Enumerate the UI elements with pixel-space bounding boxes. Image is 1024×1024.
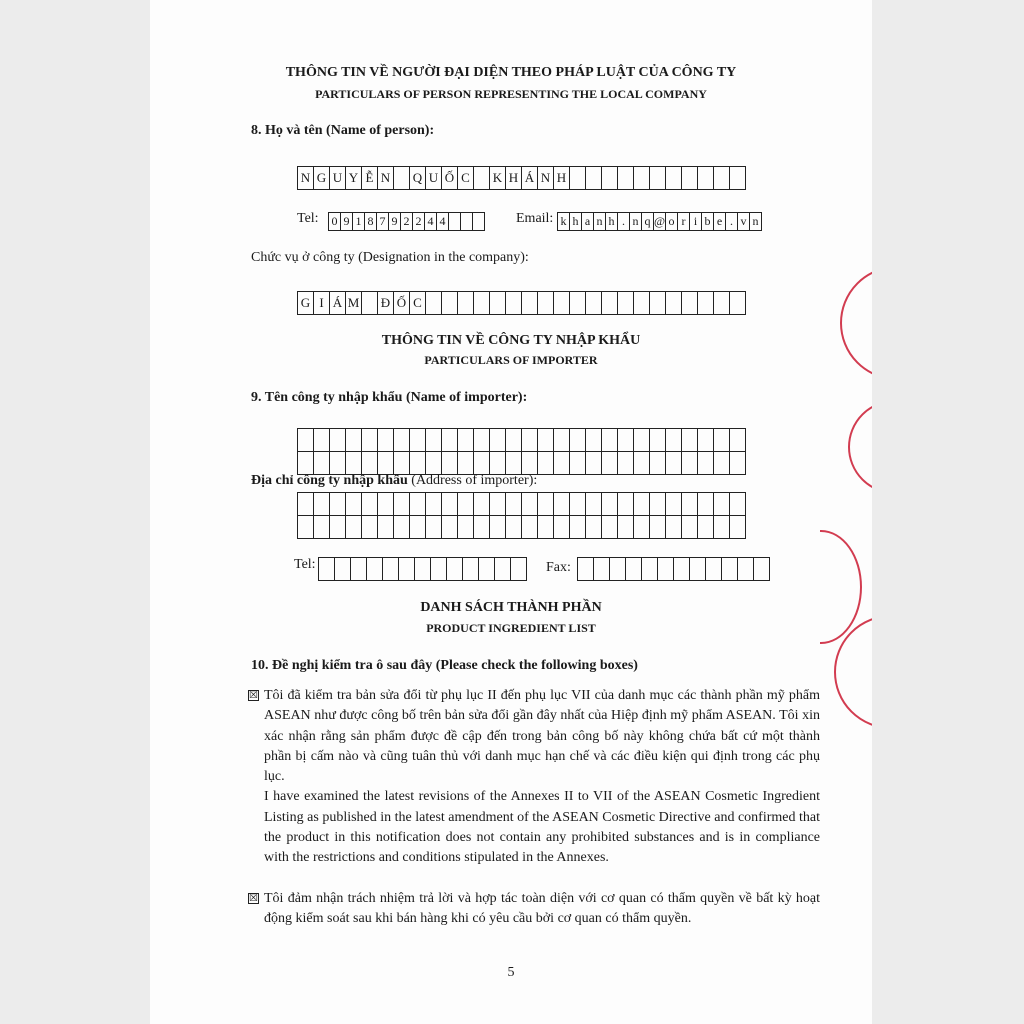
- importer-name-box[interactable]: [521, 428, 538, 452]
- address-box[interactable]: [329, 492, 346, 516]
- address-boxes-row-1[interactable]: [297, 492, 745, 516]
- name-box[interactable]: G: [313, 166, 330, 190]
- person-heading-en: PARTICULARS OF PERSON REPRESENTING THE LOCAL COMPANY: [315, 87, 707, 101]
- importer-tel-box[interactable]: [366, 557, 383, 581]
- address-box[interactable]: [681, 492, 698, 516]
- importer-name-box[interactable]: [697, 428, 714, 452]
- name-box[interactable]: Ố: [441, 166, 458, 190]
- address-box[interactable]: [377, 515, 394, 539]
- email-box[interactable]: h: [605, 212, 618, 231]
- importer-tel-box[interactable]: [318, 557, 335, 581]
- fax-box[interactable]: [721, 557, 738, 581]
- email-box[interactable]: n: [749, 212, 762, 231]
- importer-name-box[interactable]: [633, 451, 650, 475]
- importer-name-box[interactable]: [553, 451, 570, 475]
- importer-name-box[interactable]: [505, 451, 522, 475]
- tel-box[interactable]: 2: [400, 212, 413, 231]
- importer-name-box[interactable]: [313, 451, 330, 475]
- email-box[interactable]: b: [701, 212, 714, 231]
- importer-name-box[interactable]: [425, 451, 442, 475]
- importer-tel-box[interactable]: [430, 557, 447, 581]
- tel-box[interactable]: 2: [412, 212, 425, 231]
- name-box[interactable]: [569, 166, 586, 190]
- email-box[interactable]: e: [713, 212, 726, 231]
- name-box[interactable]: [633, 166, 650, 190]
- importer-name-box[interactable]: [345, 451, 362, 475]
- fax-box[interactable]: [577, 557, 594, 581]
- importer-name-box[interactable]: [585, 451, 602, 475]
- designation-box[interactable]: [713, 291, 730, 315]
- importer-name-box[interactable]: [713, 428, 730, 452]
- name-box[interactable]: U: [329, 166, 346, 190]
- address-box[interactable]: [601, 515, 618, 539]
- importer-tel-box[interactable]: [398, 557, 415, 581]
- ingredient-heading-en: PRODUCT INGREDIENT LIST: [426, 621, 596, 635]
- importer-name-box[interactable]: [329, 451, 346, 475]
- importer-name-box[interactable]: [441, 428, 458, 452]
- importer-name-box[interactable]: [569, 428, 586, 452]
- email-box[interactable]: i: [689, 212, 702, 231]
- email-box[interactable]: o: [665, 212, 678, 231]
- section-10-label: 10. Đề nghị kiểm tra ô sau đây (Please check the following boxes): [251, 658, 638, 673]
- importer-tel-box[interactable]: [414, 557, 431, 581]
- designation-box[interactable]: M: [345, 291, 362, 315]
- name-box[interactable]: [601, 166, 618, 190]
- address-box[interactable]: [729, 515, 746, 539]
- seal-2: [848, 400, 872, 494]
- email-box[interactable]: .: [617, 212, 630, 231]
- address-box[interactable]: [297, 515, 314, 539]
- address-box[interactable]: [361, 515, 378, 539]
- designation-box[interactable]: C: [409, 291, 426, 315]
- seal-fragments: [820, 260, 872, 760]
- email-label: Email:: [516, 211, 554, 226]
- address-box[interactable]: [505, 492, 522, 516]
- designation-box[interactable]: Ố: [393, 291, 410, 315]
- address-box[interactable]: [473, 515, 490, 539]
- name-box[interactable]: [393, 166, 410, 190]
- designation-label: Chức vụ ở công ty (Designation in the company):: [251, 250, 529, 265]
- section-8-label: 8. Họ và tên (Name of person):: [251, 123, 435, 138]
- tel-box[interactable]: 9: [340, 212, 353, 231]
- importer-heading-vn: THÔNG TIN VỀ CÔNG TY NHẬP KHẨU: [381, 333, 641, 348]
- designation-box[interactable]: [569, 291, 586, 315]
- name-box[interactable]: [617, 166, 634, 190]
- address-box[interactable]: [537, 515, 554, 539]
- address-box[interactable]: [569, 492, 586, 516]
- email-box[interactable]: n: [593, 212, 606, 231]
- address-label: [251, 473, 537, 489]
- address-box[interactable]: [505, 515, 522, 539]
- designation-box[interactable]: [361, 291, 378, 315]
- importer-name-box[interactable]: [425, 428, 442, 452]
- name-box[interactable]: N: [537, 166, 554, 190]
- address-boxes-row-2[interactable]: [297, 515, 745, 539]
- designation-box[interactable]: [729, 291, 746, 315]
- address-label-rest: (Address of importer):: [407, 473, 538, 488]
- importer-name-box[interactable]: [537, 451, 554, 475]
- importer-tel-box[interactable]: [462, 557, 479, 581]
- name-box[interactable]: [473, 166, 490, 190]
- importer-name-box[interactable]: [409, 451, 426, 475]
- name-box[interactable]: [697, 166, 714, 190]
- fax-boxes[interactable]: [577, 557, 769, 581]
- address-box[interactable]: [393, 515, 410, 539]
- name-box[interactable]: Q: [409, 166, 426, 190]
- designation-box[interactable]: Đ: [377, 291, 394, 315]
- importer-name-box[interactable]: [633, 428, 650, 452]
- email-box[interactable]: v: [737, 212, 750, 231]
- person-heading-vn: THÔNG TIN VỀ NGƯỜI ĐẠI DIỆN THEO PHÁP LUẬT CỦA CÔNG TY: [285, 65, 737, 80]
- fax-box[interactable]: [609, 557, 626, 581]
- address-box[interactable]: [665, 515, 682, 539]
- address-box[interactable]: [569, 515, 586, 539]
- importer-name-box[interactable]: [297, 451, 314, 475]
- address-box[interactable]: [665, 492, 682, 516]
- importer-name-box[interactable]: [457, 451, 474, 475]
- address-box[interactable]: [633, 515, 650, 539]
- tel-box[interactable]: [472, 212, 485, 231]
- checkbox-item-1[interactable]: ☒: [249, 690, 258, 701]
- importer-name-box[interactable]: [601, 451, 618, 475]
- email-boxes[interactable]: [557, 212, 761, 231]
- importer-heading-en: PARTICULARS OF IMPORTER: [424, 353, 598, 367]
- address-box[interactable]: [393, 492, 410, 516]
- importer-name-box[interactable]: [441, 451, 458, 475]
- address-box[interactable]: [649, 492, 666, 516]
- importer-tel-box[interactable]: [446, 557, 463, 581]
- importer-tel-box[interactable]: [478, 557, 495, 581]
- importer-name-box[interactable]: [313, 428, 330, 452]
- importer-name-box[interactable]: [473, 428, 490, 452]
- address-box[interactable]: [617, 515, 634, 539]
- tel-boxes[interactable]: [328, 212, 484, 231]
- importer-name-box[interactable]: [537, 428, 554, 452]
- name-box[interactable]: N: [297, 166, 314, 190]
- email-box[interactable]: @: [653, 212, 666, 231]
- ingredient-heading-vn: DANH SÁCH THÀNH PHẦN: [420, 600, 602, 615]
- designation-box[interactable]: [585, 291, 602, 315]
- name-box[interactable]: [585, 166, 602, 190]
- fax-box[interactable]: [625, 557, 642, 581]
- designation-box[interactable]: [633, 291, 650, 315]
- importer-tel-box[interactable]: [510, 557, 527, 581]
- importer-name-box[interactable]: [681, 451, 698, 475]
- address-box[interactable]: [633, 492, 650, 516]
- designation-box[interactable]: [489, 291, 506, 315]
- address-box[interactable]: [585, 492, 602, 516]
- address-box[interactable]: [345, 492, 362, 516]
- address-box[interactable]: [489, 492, 506, 516]
- designation-boxes[interactable]: [297, 291, 745, 315]
- importer-name-box[interactable]: [729, 428, 746, 452]
- designation-box[interactable]: [617, 291, 634, 315]
- importer-name-box[interactable]: [569, 451, 586, 475]
- address-box[interactable]: [425, 515, 442, 539]
- address-box[interactable]: [713, 492, 730, 516]
- fax-box[interactable]: [705, 557, 722, 581]
- address-box[interactable]: [489, 515, 506, 539]
- address-box[interactable]: [553, 492, 570, 516]
- importer-name-boxes-row-1[interactable]: [297, 428, 745, 452]
- designation-box[interactable]: [649, 291, 666, 315]
- importer-name-box[interactable]: [585, 428, 602, 452]
- name-box[interactable]: H: [505, 166, 522, 190]
- address-box[interactable]: [697, 492, 714, 516]
- address-box[interactable]: [313, 492, 330, 516]
- importer-name-box[interactable]: [329, 428, 346, 452]
- name-box[interactable]: K: [489, 166, 506, 190]
- address-box[interactable]: [457, 515, 474, 539]
- address-box[interactable]: [441, 515, 458, 539]
- fax-box[interactable]: [593, 557, 610, 581]
- address-box[interactable]: [425, 492, 442, 516]
- importer-tel-box[interactable]: [334, 557, 351, 581]
- designation-box[interactable]: [665, 291, 682, 315]
- importer-name-box[interactable]: [601, 428, 618, 452]
- importer-tel-box[interactable]: [382, 557, 399, 581]
- tel-box[interactable]: 1: [352, 212, 365, 231]
- importer-name-box[interactable]: [361, 451, 378, 475]
- address-box[interactable]: [361, 492, 378, 516]
- name-boxes[interactable]: [297, 166, 745, 190]
- importer-name-box[interactable]: [409, 428, 426, 452]
- name-box[interactable]: Á: [521, 166, 538, 190]
- address-box[interactable]: [649, 515, 666, 539]
- importer-name-box[interactable]: [665, 428, 682, 452]
- address-box[interactable]: [553, 515, 570, 539]
- name-box[interactable]: [713, 166, 730, 190]
- importer-name-boxes-row-2[interactable]: [297, 451, 745, 475]
- address-box[interactable]: [521, 492, 538, 516]
- address-box[interactable]: [697, 515, 714, 539]
- fax-box[interactable]: [753, 557, 770, 581]
- address-box[interactable]: [377, 492, 394, 516]
- importer-name-box[interactable]: [393, 428, 410, 452]
- importer-name-box[interactable]: [361, 428, 378, 452]
- name-box[interactable]: C: [457, 166, 474, 190]
- address-label-bold: Địa chỉ công ty nhập khẩu: [251, 473, 408, 488]
- email-box[interactable]: r: [677, 212, 690, 231]
- address-box[interactable]: [729, 492, 746, 516]
- address-box[interactable]: [441, 492, 458, 516]
- tel-box[interactable]: 7: [376, 212, 389, 231]
- designation-box[interactable]: [537, 291, 554, 315]
- email-box[interactable]: .: [725, 212, 738, 231]
- importer-name-box[interactable]: [473, 451, 490, 475]
- importer-name-box[interactable]: [489, 428, 506, 452]
- email-box[interactable]: q: [641, 212, 654, 231]
- name-box[interactable]: Ễ: [361, 166, 378, 190]
- designation-box[interactable]: [681, 291, 698, 315]
- designation-box[interactable]: [505, 291, 522, 315]
- designation-box[interactable]: [521, 291, 538, 315]
- email-box[interactable]: k: [557, 212, 570, 231]
- importer-name-box[interactable]: [617, 451, 634, 475]
- importer-name-box[interactable]: [377, 451, 394, 475]
- tel-label: Tel:: [297, 211, 319, 226]
- name-box[interactable]: [665, 166, 682, 190]
- address-box[interactable]: [409, 515, 426, 539]
- fax-box[interactable]: [737, 557, 754, 581]
- tel-box[interactable]: 4: [436, 212, 449, 231]
- item-1-en: I have examined the latest revisions of the Annexes II to VII of the ASEAN Cosmetic Ingredient Listing as published in the latest amendment of the ASEAN Cosmetic Directive and confirmed that the product in this notification does not contain any prohibited substances and is in compliance with the restrictions and conditions stipulated in the Annexes.: [264, 789, 820, 866]
- designation-box[interactable]: [601, 291, 618, 315]
- email-box[interactable]: a: [581, 212, 594, 231]
- importer-tel-box[interactable]: [350, 557, 367, 581]
- tel-box[interactable]: 0: [328, 212, 341, 231]
- item-2-text: Tôi đảm nhận trách nhiệm trả lời và hợp tác toàn diện với cơ quan có thẩm quyền về bất kỳ hoạt động kiểm soát sau khi bán hàng khi có yêu cầu bởi cơ quan có thẩm quyền.: [264, 891, 820, 927]
- importer-name-box[interactable]: [457, 428, 474, 452]
- importer-name-box[interactable]: [505, 428, 522, 452]
- address-box[interactable]: [409, 492, 426, 516]
- designation-box[interactable]: Á: [329, 291, 346, 315]
- designation-box[interactable]: [441, 291, 458, 315]
- address-box[interactable]: [473, 492, 490, 516]
- designation-box[interactable]: [457, 291, 474, 315]
- designation-box[interactable]: I: [313, 291, 330, 315]
- importer-name-box[interactable]: [393, 451, 410, 475]
- fax-box[interactable]: [641, 557, 658, 581]
- name-box[interactable]: H: [553, 166, 570, 190]
- address-box[interactable]: [601, 492, 618, 516]
- email-box[interactable]: h: [569, 212, 582, 231]
- item-1-text: [264, 686, 820, 869]
- fax-box[interactable]: [689, 557, 706, 581]
- fax-box[interactable]: [657, 557, 674, 581]
- address-box[interactable]: [585, 515, 602, 539]
- importer-name-box[interactable]: [553, 428, 570, 452]
- importer-tel-box[interactable]: [494, 557, 511, 581]
- tel-box[interactable]: 8: [364, 212, 377, 231]
- name-box[interactable]: N: [377, 166, 394, 190]
- item-1-vn: Tôi đã kiểm tra bản sửa đổi từ phụ lục II đến phụ lục VII của danh mục các thành phần mỹ phẩm ASEAN như được công bố trên bản sửa đổi gần đây nhất của Hiệp định mỹ phẩm ASEAN. Tôi xin xác nhận rằng sản phẩm được đề cập đến trong bản công bố này không chứa bất cứ một thành phần bị cấm nào và cũng tuân thủ với danh mục hạn chế và các điều kiện qui định trong các phụ lục.: [264, 688, 820, 785]
- importer-name-box[interactable]: [713, 451, 730, 475]
- importer-tel-label: Tel:: [294, 557, 316, 572]
- fax-label: Fax:: [546, 560, 571, 575]
- importer-name-box[interactable]: [697, 451, 714, 475]
- importer-name-box[interactable]: [681, 428, 698, 452]
- address-box[interactable]: [297, 492, 314, 516]
- importer-name-box[interactable]: [649, 451, 666, 475]
- tel-box[interactable]: 9: [388, 212, 401, 231]
- designation-box[interactable]: [553, 291, 570, 315]
- importer-name-box[interactable]: [729, 451, 746, 475]
- importer-name-box[interactable]: [521, 451, 538, 475]
- address-box[interactable]: [521, 515, 538, 539]
- name-box[interactable]: [649, 166, 666, 190]
- page-number: 5: [507, 965, 515, 980]
- importer-name-box[interactable]: [297, 428, 314, 452]
- address-box[interactable]: [681, 515, 698, 539]
- importer-tel-boxes[interactable]: [318, 557, 526, 581]
- address-box[interactable]: [713, 515, 730, 539]
- importer-name-box[interactable]: [617, 428, 634, 452]
- name-box[interactable]: U: [425, 166, 442, 190]
- address-box[interactable]: [329, 515, 346, 539]
- checkbox-item-2[interactable]: ☒: [249, 893, 258, 904]
- section-9-label: 9. Tên công ty nhập khẩu (Name of importer):: [251, 390, 528, 405]
- designation-box[interactable]: G: [297, 291, 314, 315]
- name-box[interactable]: [681, 166, 698, 190]
- importer-name-box[interactable]: [377, 428, 394, 452]
- seal-1: [840, 266, 872, 380]
- address-box[interactable]: [457, 492, 474, 516]
- importer-name-box[interactable]: [489, 451, 506, 475]
- designation-box[interactable]: [425, 291, 442, 315]
- email-box[interactable]: n: [629, 212, 642, 231]
- address-box[interactable]: [617, 492, 634, 516]
- address-box[interactable]: [537, 492, 554, 516]
- tel-box[interactable]: 4: [424, 212, 437, 231]
- fax-box[interactable]: [673, 557, 690, 581]
- importer-name-box[interactable]: [665, 451, 682, 475]
- importer-name-box[interactable]: [649, 428, 666, 452]
- address-box[interactable]: [313, 515, 330, 539]
- name-box[interactable]: [729, 166, 746, 190]
- address-box[interactable]: [345, 515, 362, 539]
- designation-box[interactable]: [473, 291, 490, 315]
- importer-name-box[interactable]: [345, 428, 362, 452]
- name-box[interactable]: Y: [345, 166, 362, 190]
- designation-box[interactable]: [697, 291, 714, 315]
